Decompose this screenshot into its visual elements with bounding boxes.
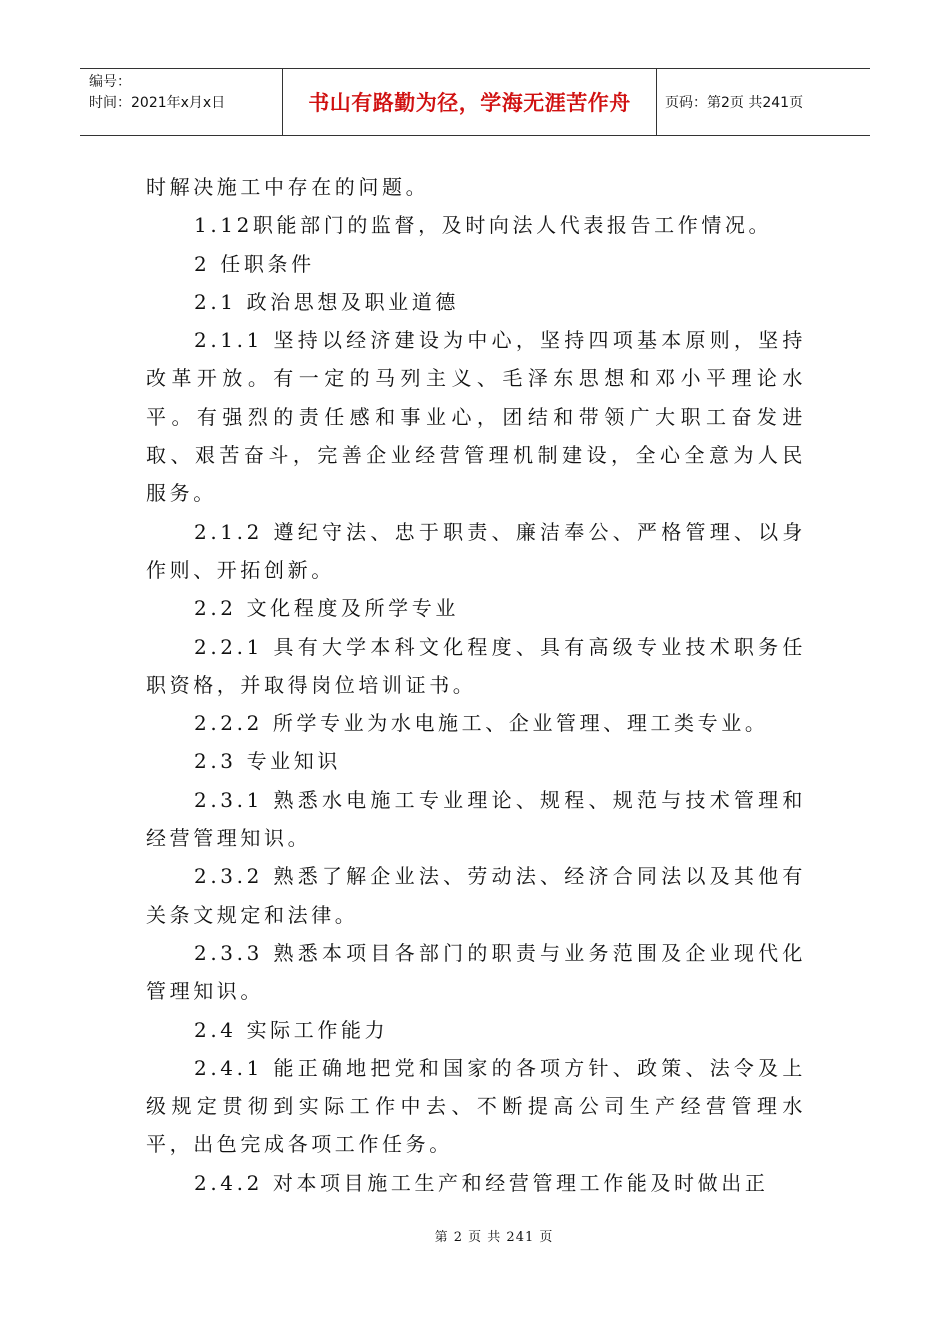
header-slogan: 书山有路勤为径，学海无涯苦作舟: [283, 69, 657, 135]
paragraph: 2.3.2 熟悉了解企业法、劳动法、经济合同法以及其他有关条文规定和法律。: [146, 864, 806, 927]
section-heading: 2 任职条件: [194, 251, 315, 276]
paragraph: 2.1.2 遵纪守法、忠于职责、廉洁奉公、严格管理、以身作则、开拓创新。: [146, 519, 806, 582]
paragraph: 2.3.1 熟悉水电施工专业理论、规程、规范与技术管理和经营管理知识。: [146, 787, 806, 851]
section-heading: 2.4 实际工作能力: [194, 1017, 389, 1042]
paragraph: 2.2.2 所学专业为水电施工、企业管理、理工类专业。: [194, 711, 769, 736]
header-meta: [80, 69, 283, 135]
document-number: 编号：: [89, 74, 131, 90]
paragraph: 2.4.2 对本项目施工生产和经营管理工作能及时做出正: [194, 1170, 769, 1195]
document-time: 时间：2021年x月x日: [89, 95, 226, 111]
document-body: [146, 168, 806, 1202]
section-heading: 2.3 专业知识: [194, 749, 341, 774]
paragraph: 1.12职能部门的监督，及时向法人代表报告工作情况。: [194, 213, 773, 238]
paragraph: 时解决施工中存在的问题。: [146, 175, 430, 199]
paragraph: 2.1.1 坚持以经济建设为中心，坚持四项基本原则，坚持改革开放。有一定的马列主义、毛泽东思想和邓小平理论水平。有强烈的责任感和事业心，团结和带领广大职工奋发进取、艰苦奋斗，完善企业经营管理机制建设，全心全意为人民服务。: [146, 328, 806, 506]
section-heading: 2.1 政治思想及职业道德: [194, 289, 459, 314]
header-page-number: 页码：第2页 共241页: [665, 95, 804, 111]
section-heading: 2.2 文化程度及所学专业: [194, 596, 459, 621]
page-header: [80, 68, 870, 136]
paragraph: 2.4.1 能正确地把党和国家的各项方针、政策、法令及上级规定贯彻到实际工作中去、不断提高公司生产经营管理水平，出色完成各项工作任务。: [146, 1055, 806, 1157]
page-footer: 第 2 页 共 241 页: [434, 1230, 554, 1245]
paragraph: 2.2.1 具有大学本科文化程度、具有高级专业技术职务任职资格，并取得岗位培训证书。: [146, 634, 806, 697]
paragraph: 2.3.3 熟悉本项目各部门的职责与业务范围及企业现代化管理知识。: [146, 940, 806, 1004]
